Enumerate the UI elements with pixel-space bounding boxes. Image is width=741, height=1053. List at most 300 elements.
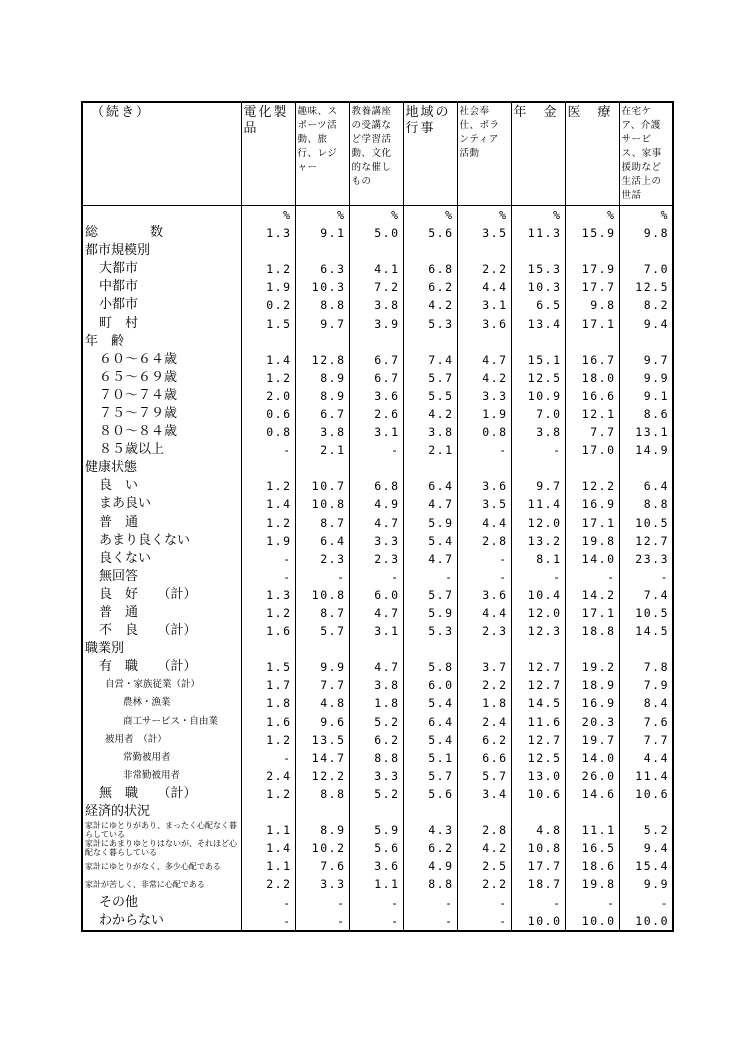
value-cell: 12.0 bbox=[511, 604, 565, 622]
value-cell: 12.0 bbox=[511, 514, 565, 532]
value-cell: 9.7 bbox=[295, 314, 349, 332]
value-cell bbox=[565, 803, 619, 821]
value-cell: 17.0 bbox=[565, 441, 619, 459]
row-label: ６５～６９歳 bbox=[83, 369, 241, 387]
unit-cell: % bbox=[241, 206, 295, 225]
value-cell: 13.2 bbox=[511, 532, 565, 550]
value-cell: - bbox=[295, 912, 349, 930]
value-cell: 2.6 bbox=[349, 405, 403, 423]
row-label: 経済的状況 bbox=[83, 803, 241, 821]
table-row bbox=[83, 713, 672, 731]
unit-cell: % bbox=[349, 206, 403, 225]
value-cell: - bbox=[241, 893, 295, 911]
value-cell bbox=[403, 459, 457, 477]
value-cell: 6.2 bbox=[403, 278, 457, 296]
header-care-services: 在宅ケア、介護サービス、家事援助など生活上の世話 bbox=[619, 103, 672, 206]
value-cell: 10.5 bbox=[635, 606, 669, 621]
value-cell: - bbox=[295, 893, 349, 911]
value-cell: 1.9 bbox=[241, 278, 295, 296]
value-cell bbox=[457, 333, 511, 351]
value-cell: 8.2 bbox=[643, 298, 669, 313]
value-cell: 2.0 bbox=[241, 387, 295, 405]
value-cell: 5.0 bbox=[349, 224, 403, 242]
row-label: 被用者 （計） bbox=[83, 731, 241, 749]
value-cell: 4.7 bbox=[403, 550, 457, 568]
table-row bbox=[83, 731, 672, 749]
value-cell: 3.5 bbox=[457, 224, 511, 242]
value-cell: 17.9 bbox=[565, 260, 619, 278]
table-row bbox=[83, 604, 672, 622]
value-cell bbox=[241, 333, 295, 351]
table-row bbox=[83, 459, 672, 477]
value-cell bbox=[241, 640, 295, 658]
value-cell bbox=[619, 640, 672, 658]
value-cell: 19.7 bbox=[565, 731, 619, 749]
value-cell: - bbox=[241, 749, 295, 767]
value-cell: 4.8 bbox=[511, 821, 565, 839]
value-cell bbox=[295, 242, 349, 260]
row-label: 家計にあまりゆとりはないが、それほど心配なく暮らしている bbox=[83, 839, 241, 857]
value-cell: 6.8 bbox=[349, 477, 403, 495]
value-cell: 4.4 bbox=[457, 514, 511, 532]
value-cell: - bbox=[457, 893, 511, 911]
value-cell: 5.3 bbox=[403, 314, 457, 332]
value-cell: 3.6 bbox=[457, 314, 511, 332]
value-cell: 1.2 bbox=[241, 369, 295, 387]
value-cell: 3.9 bbox=[349, 314, 403, 332]
value-cell: - bbox=[457, 912, 511, 930]
value-cell: 3.6 bbox=[349, 857, 403, 875]
value-cell bbox=[457, 459, 511, 477]
value-cell: 6.2 bbox=[349, 731, 403, 749]
value-cell: 14.9 bbox=[635, 443, 669, 458]
value-cell: - bbox=[457, 441, 511, 459]
value-cell: 5.2 bbox=[643, 823, 669, 838]
value-cell: 6.4 bbox=[403, 713, 457, 731]
value-cell: 1.4 bbox=[241, 839, 295, 857]
value-cell bbox=[403, 333, 457, 351]
value-cell: 5.1 bbox=[403, 749, 457, 767]
value-cell: 1.8 bbox=[349, 694, 403, 712]
value-cell: 5.9 bbox=[403, 604, 457, 622]
value-cell: 3.6 bbox=[457, 586, 511, 604]
value-cell bbox=[241, 459, 295, 477]
value-cell: - bbox=[511, 893, 565, 911]
value-cell: 19.2 bbox=[565, 658, 619, 676]
value-cell: 4.2 bbox=[457, 369, 511, 387]
value-cell: 4.1 bbox=[349, 260, 403, 278]
table-row bbox=[83, 278, 672, 296]
value-cell: - bbox=[349, 912, 403, 930]
table-row bbox=[83, 314, 672, 332]
value-cell bbox=[565, 242, 619, 260]
row-label: 常勤被用者 bbox=[83, 749, 241, 767]
value-cell: 9.9 bbox=[295, 658, 349, 676]
value-cell: 14.5 bbox=[635, 624, 669, 639]
value-cell: 8.9 bbox=[295, 387, 349, 405]
value-cell: 7.6 bbox=[295, 857, 349, 875]
row-label: 家計が苦しく、非常に心配である bbox=[83, 875, 241, 893]
value-cell: 5.9 bbox=[403, 514, 457, 532]
value-cell: 12.2 bbox=[565, 477, 619, 495]
value-cell: 8.9 bbox=[295, 369, 349, 387]
table-row bbox=[83, 839, 672, 857]
value-cell: 19.8 bbox=[565, 532, 619, 550]
value-cell: 3.8 bbox=[511, 423, 565, 441]
value-cell: 6.4 bbox=[643, 479, 669, 494]
unit-cell: % bbox=[511, 206, 565, 225]
value-cell: 5.7 bbox=[457, 767, 511, 785]
value-cell: - bbox=[403, 893, 457, 911]
table-row bbox=[83, 514, 672, 532]
value-cell: 2.3 bbox=[295, 550, 349, 568]
value-cell bbox=[457, 242, 511, 260]
value-cell bbox=[565, 640, 619, 658]
value-cell: 3.3 bbox=[457, 387, 511, 405]
value-cell: 6.2 bbox=[403, 839, 457, 857]
value-cell: 6.7 bbox=[295, 405, 349, 423]
value-cell: 26.0 bbox=[565, 767, 619, 785]
value-cell bbox=[457, 803, 511, 821]
value-cell: 12.7 bbox=[511, 658, 565, 676]
value-cell bbox=[511, 333, 565, 351]
value-cell: 16.5 bbox=[565, 839, 619, 857]
row-label: 普 通 bbox=[83, 604, 241, 622]
row-label: ６０～６４歳 bbox=[83, 351, 241, 369]
row-label: 家計にゆとりがなく、多少心配である bbox=[83, 857, 241, 875]
value-cell: 4.2 bbox=[457, 839, 511, 857]
value-cell: 2.8 bbox=[457, 821, 511, 839]
row-label: 普 通 bbox=[83, 514, 241, 532]
value-cell: 3.8 bbox=[349, 676, 403, 694]
row-label: 家計にゆとりがあり、まったく心配なく暮らしている bbox=[83, 821, 241, 839]
value-cell: 5.6 bbox=[403, 224, 457, 242]
value-cell: 1.8 bbox=[457, 694, 511, 712]
header-pension: 年 金 bbox=[511, 103, 565, 206]
value-cell: 5.2 bbox=[349, 713, 403, 731]
table-row bbox=[83, 785, 672, 803]
value-cell: 7.7 bbox=[565, 423, 619, 441]
value-cell: 5.6 bbox=[349, 839, 403, 857]
value-cell: 15.9 bbox=[565, 224, 619, 242]
value-cell: 10.4 bbox=[511, 586, 565, 604]
value-cell: - bbox=[403, 912, 457, 930]
value-cell: - bbox=[241, 441, 295, 459]
value-cell: 6.2 bbox=[457, 731, 511, 749]
value-cell: 2.5 bbox=[457, 857, 511, 875]
row-label: 良 い bbox=[83, 477, 241, 495]
table-row bbox=[83, 260, 672, 278]
value-cell: 6.0 bbox=[349, 586, 403, 604]
value-cell bbox=[349, 459, 403, 477]
value-cell: 8.4 bbox=[643, 696, 669, 711]
value-cell: 10.0 bbox=[565, 912, 619, 930]
value-cell: 10.8 bbox=[511, 839, 565, 857]
row-label: 良 好 （計） bbox=[83, 586, 241, 604]
value-cell: 18.9 bbox=[565, 676, 619, 694]
value-cell bbox=[619, 803, 672, 821]
value-cell: 6.3 bbox=[295, 260, 349, 278]
value-cell: 3.7 bbox=[457, 658, 511, 676]
value-cell: 2.2 bbox=[457, 260, 511, 278]
header-continued: （続き） bbox=[83, 103, 241, 206]
value-cell: 9.1 bbox=[643, 388, 669, 403]
value-cell: 4.3 bbox=[403, 821, 457, 839]
unit-cell: % bbox=[457, 206, 511, 225]
value-cell: 15.3 bbox=[511, 260, 565, 278]
value-cell: - bbox=[349, 893, 403, 911]
value-cell: 7.8 bbox=[643, 660, 669, 675]
value-cell: 3.8 bbox=[349, 296, 403, 314]
value-cell: 19.8 bbox=[565, 875, 619, 893]
value-cell: 13.4 bbox=[511, 314, 565, 332]
value-cell: 18.6 bbox=[565, 857, 619, 875]
value-cell: 5.5 bbox=[403, 387, 457, 405]
header-medical: 医 療 bbox=[565, 103, 619, 206]
table-row bbox=[83, 296, 672, 314]
value-cell: 10.3 bbox=[295, 278, 349, 296]
value-cell: 12.2 bbox=[295, 767, 349, 785]
row-label: ８０～８４歳 bbox=[83, 423, 241, 441]
value-cell: 8.8 bbox=[643, 497, 669, 512]
value-cell: 5.3 bbox=[403, 622, 457, 640]
value-cell: 8.9 bbox=[295, 821, 349, 839]
value-cell bbox=[241, 803, 295, 821]
value-cell: 1.5 bbox=[241, 658, 295, 676]
value-cell: 16.9 bbox=[565, 495, 619, 513]
value-cell: 9.8 bbox=[565, 296, 619, 314]
value-cell: 3.6 bbox=[457, 477, 511, 495]
unit-cell: % bbox=[565, 206, 619, 225]
value-cell: 12.7 bbox=[511, 676, 565, 694]
value-cell: 3.3 bbox=[349, 532, 403, 550]
value-cell: 10.3 bbox=[511, 278, 565, 296]
value-cell: 11.3 bbox=[511, 224, 565, 242]
row-label: ７５～７９歳 bbox=[83, 405, 241, 423]
table-row bbox=[83, 694, 672, 712]
table-row bbox=[83, 477, 672, 495]
value-cell: 8.8 bbox=[349, 749, 403, 767]
value-cell: 1.3 bbox=[241, 224, 295, 242]
value-cell: 5.4 bbox=[403, 532, 457, 550]
value-cell: 17.7 bbox=[511, 857, 565, 875]
value-cell: 4.4 bbox=[457, 604, 511, 622]
table-row bbox=[83, 893, 672, 911]
value-cell: 23.3 bbox=[635, 551, 669, 566]
value-cell: 3.1 bbox=[349, 423, 403, 441]
value-cell bbox=[619, 333, 672, 351]
value-cell: 12.5 bbox=[511, 749, 565, 767]
row-label: 総 数 bbox=[83, 224, 241, 242]
unit-row bbox=[83, 206, 672, 225]
value-cell: 5.4 bbox=[403, 694, 457, 712]
value-cell: 12.7 bbox=[635, 533, 669, 548]
table-row bbox=[83, 351, 672, 369]
value-cell: 5.7 bbox=[295, 622, 349, 640]
value-cell: 15.4 bbox=[635, 859, 669, 874]
value-cell: 8.7 bbox=[295, 514, 349, 532]
value-cell bbox=[349, 640, 403, 658]
value-cell: 12.1 bbox=[565, 405, 619, 423]
value-cell: 10.0 bbox=[635, 913, 669, 928]
row-label: 町 村 bbox=[83, 314, 241, 332]
value-cell: 4.4 bbox=[643, 750, 669, 765]
value-cell: 6.7 bbox=[349, 351, 403, 369]
value-cell: 1.7 bbox=[241, 676, 295, 694]
value-cell: 12.8 bbox=[295, 351, 349, 369]
value-cell: 1.9 bbox=[241, 532, 295, 550]
row-label: 大都市 bbox=[83, 260, 241, 278]
value-cell: - bbox=[241, 912, 295, 930]
value-cell: 1.2 bbox=[241, 477, 295, 495]
value-cell: 1.2 bbox=[241, 260, 295, 278]
value-cell bbox=[241, 242, 295, 260]
value-cell bbox=[511, 640, 565, 658]
row-label: わからない bbox=[83, 912, 241, 930]
value-cell: 9.9 bbox=[643, 370, 669, 385]
value-cell: 3.8 bbox=[403, 423, 457, 441]
row-label: 良くない bbox=[83, 550, 241, 568]
value-cell: 1.1 bbox=[241, 857, 295, 875]
value-cell: 1.5 bbox=[241, 314, 295, 332]
value-cell: 11.1 bbox=[565, 821, 619, 839]
value-cell: 11.6 bbox=[511, 713, 565, 731]
value-cell: 16.6 bbox=[565, 387, 619, 405]
row-label: 職業別 bbox=[83, 640, 241, 658]
value-cell: 13.0 bbox=[511, 767, 565, 785]
table-row bbox=[83, 224, 672, 242]
value-cell bbox=[511, 803, 565, 821]
value-cell: 8.1 bbox=[511, 550, 565, 568]
value-cell: 2.1 bbox=[295, 441, 349, 459]
table-row bbox=[83, 821, 672, 839]
value-cell: 18.8 bbox=[565, 622, 619, 640]
value-cell: 6.7 bbox=[349, 369, 403, 387]
value-cell: - bbox=[660, 895, 669, 910]
value-cell: 10.9 bbox=[511, 387, 565, 405]
value-cell: 7.9 bbox=[643, 678, 669, 693]
value-cell: 7.6 bbox=[643, 714, 669, 729]
table-row bbox=[83, 495, 672, 513]
value-cell: 9.9 bbox=[643, 877, 669, 892]
value-cell: 4.9 bbox=[349, 495, 403, 513]
table-row bbox=[83, 676, 672, 694]
value-cell: 17.1 bbox=[565, 514, 619, 532]
value-cell: 8.8 bbox=[403, 875, 457, 893]
value-cell: 2.2 bbox=[457, 676, 511, 694]
value-cell bbox=[565, 333, 619, 351]
row-label: 不 良 （計） bbox=[83, 622, 241, 640]
value-cell: - bbox=[457, 550, 511, 568]
value-cell: 7.2 bbox=[349, 278, 403, 296]
value-cell bbox=[619, 459, 672, 477]
value-cell: 1.2 bbox=[241, 731, 295, 749]
statistics-table bbox=[81, 101, 674, 932]
value-cell: - bbox=[565, 893, 619, 911]
value-cell: 4.4 bbox=[457, 278, 511, 296]
table-row bbox=[83, 875, 672, 893]
value-cell: - bbox=[660, 569, 669, 584]
value-cell: 5.8 bbox=[403, 658, 457, 676]
value-cell bbox=[349, 803, 403, 821]
row-label: 都市規模別 bbox=[83, 242, 241, 260]
value-cell: 2.2 bbox=[241, 875, 295, 893]
value-cell: 2.8 bbox=[457, 532, 511, 550]
value-cell: 10.7 bbox=[295, 477, 349, 495]
table-row bbox=[83, 550, 672, 568]
value-cell: 3.1 bbox=[457, 296, 511, 314]
row-label: 無 職 （計） bbox=[83, 785, 241, 803]
value-cell bbox=[295, 803, 349, 821]
value-cell: 17.7 bbox=[565, 278, 619, 296]
table-row bbox=[83, 441, 672, 459]
value-cell: 4.2 bbox=[403, 405, 457, 423]
value-cell: 8.6 bbox=[643, 406, 669, 421]
value-cell: 7.7 bbox=[295, 676, 349, 694]
value-cell bbox=[295, 333, 349, 351]
value-cell: 3.5 bbox=[457, 495, 511, 513]
value-cell: 2.4 bbox=[241, 767, 295, 785]
value-cell: 2.4 bbox=[457, 713, 511, 731]
value-cell bbox=[403, 640, 457, 658]
value-cell bbox=[511, 459, 565, 477]
table-row bbox=[83, 242, 672, 260]
value-cell: 5.7 bbox=[403, 369, 457, 387]
value-cell: 1.8 bbox=[241, 694, 295, 712]
value-cell: 15.1 bbox=[511, 351, 565, 369]
value-cell: 9.4 bbox=[643, 841, 669, 856]
table-row bbox=[83, 749, 672, 767]
value-cell: 10.8 bbox=[295, 586, 349, 604]
table-row bbox=[83, 658, 672, 676]
row-label: 健康状態 bbox=[83, 459, 241, 477]
value-cell: 14.0 bbox=[565, 550, 619, 568]
value-cell: 14.7 bbox=[295, 749, 349, 767]
row-label: その他 bbox=[83, 893, 241, 911]
value-cell: 0.8 bbox=[457, 423, 511, 441]
value-cell bbox=[403, 803, 457, 821]
value-cell: 0.2 bbox=[241, 296, 295, 314]
header-hobbies: 趣味、スポーツ活動、旅行、レジャー bbox=[295, 103, 349, 206]
table-row bbox=[83, 532, 672, 550]
value-cell: - bbox=[511, 568, 565, 586]
value-cell: 10.6 bbox=[635, 786, 669, 801]
row-label: 有 職 （計） bbox=[83, 658, 241, 676]
table-row bbox=[83, 568, 672, 586]
value-cell: 9.7 bbox=[511, 477, 565, 495]
value-cell bbox=[457, 640, 511, 658]
value-cell: 8.8 bbox=[295, 785, 349, 803]
table-row bbox=[83, 857, 672, 875]
value-cell: 14.6 bbox=[565, 785, 619, 803]
value-cell: 11.4 bbox=[635, 768, 669, 783]
value-cell: 5.7 bbox=[403, 767, 457, 785]
value-cell: 9.1 bbox=[295, 224, 349, 242]
value-cell: 10.5 bbox=[635, 515, 669, 530]
row-label: 農林・漁業 bbox=[83, 694, 241, 712]
value-cell: 14.0 bbox=[565, 749, 619, 767]
value-cell: 12.3 bbox=[511, 622, 565, 640]
value-cell: 1.1 bbox=[241, 821, 295, 839]
value-cell: 4.7 bbox=[349, 658, 403, 676]
value-cell: 3.6 bbox=[349, 387, 403, 405]
value-cell: - bbox=[403, 568, 457, 586]
value-cell: 4.7 bbox=[349, 604, 403, 622]
value-cell: 4.7 bbox=[457, 351, 511, 369]
row-label: 無回答 bbox=[83, 568, 241, 586]
value-cell: 1.4 bbox=[241, 495, 295, 513]
value-cell: 2.2 bbox=[457, 875, 511, 893]
